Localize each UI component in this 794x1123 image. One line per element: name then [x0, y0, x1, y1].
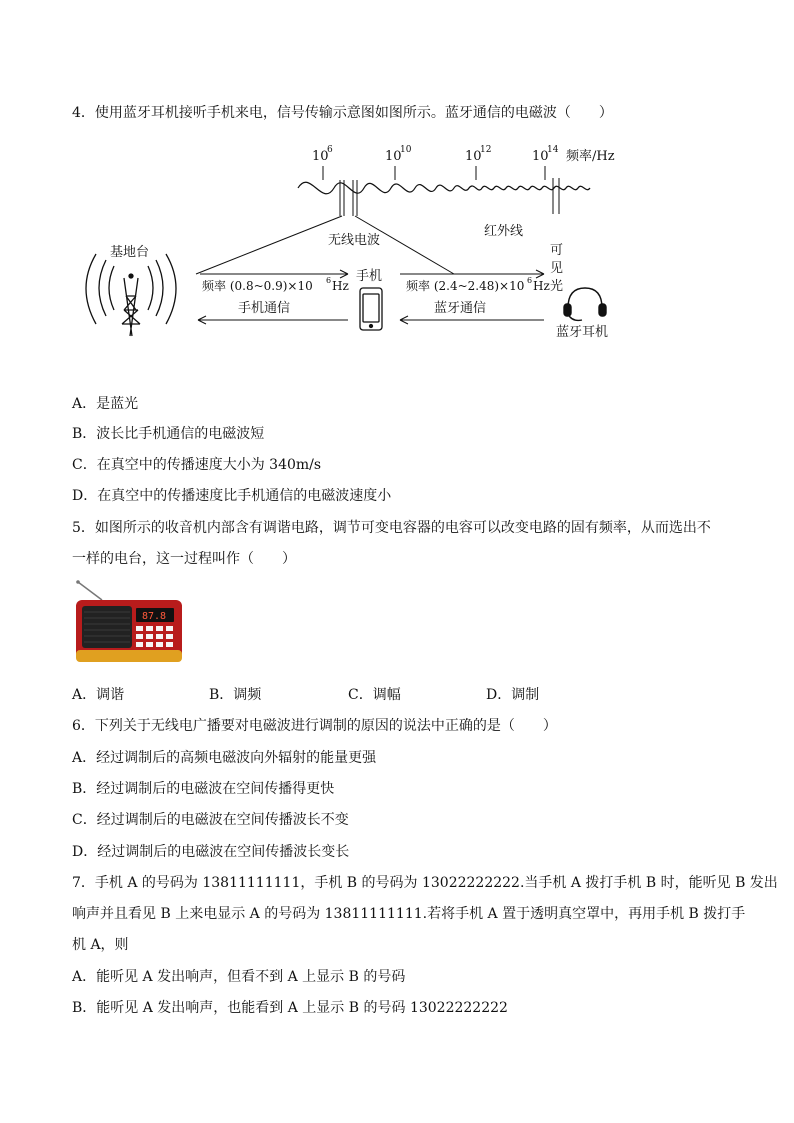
q4-option-b: B．波长比手机通信的电磁波短 [72, 426, 265, 442]
freq-label-4: 10 [532, 149, 549, 164]
freq-exp-3: 12 [480, 145, 492, 155]
left-freq-exp: 6 [326, 276, 332, 285]
radio-base-stripe [76, 650, 182, 662]
right-freq-label: 频率 (2.4~2.48)×10 [406, 279, 525, 293]
q5-option-d: D．调制 [486, 687, 540, 703]
q5-stem-line2: 一样的电台，这一过程叫作（ ） [72, 551, 296, 567]
radio-bracket-left [196, 216, 342, 274]
headset-icon [564, 288, 606, 320]
q5-option-a: A．调谐 [72, 687, 125, 703]
q6-option-d: D．经过调制后的电磁波在空间传播波长变长 [72, 844, 350, 860]
antenna [78, 582, 102, 600]
radio-image [74, 580, 184, 666]
display-readout: 87.8 [142, 611, 167, 622]
freq-label-1: 10 [312, 149, 329, 164]
headset-label: 蓝牙耳机 [556, 325, 609, 340]
phone-icon [360, 288, 382, 330]
visible-label-3: 光 [550, 279, 564, 294]
q6-stem: 6．下列关于无线电广播要对电磁波进行调制的原因的说法中正确的是（ ） [72, 718, 557, 734]
q5-option-b: B．调频 [209, 687, 262, 703]
freq-unit-label: 频率/Hz [566, 149, 615, 164]
spectrum-wave [298, 182, 590, 194]
right-freq-unit: Hz [533, 279, 550, 293]
q4-option-a: A．是蓝光 [72, 396, 139, 412]
q7-stem-line1: 7．手机 A 的号码为 13811111111，手机 B 的号码为 13022222222.当手机 A 拨打手机 B 时，能听见 B 发出 [72, 875, 778, 891]
right-freq-exp: 6 [527, 276, 533, 285]
q4-option-d: D．在真空中的传播速度比手机通信的电磁波速度小 [72, 488, 392, 504]
signal-transmission-diagram [70, 138, 630, 348]
radio-wave-label: 无线电波 [328, 233, 381, 248]
phone-label: 手机 [356, 269, 383, 284]
base-station-icon [86, 254, 176, 336]
freq-exp-1: 6 [327, 145, 333, 155]
q7-stem-line2: 响声并且看见 B 上来电显示 A 的号码为 13811111111.若将手机 A 置于透明真空罩中，再用手机 B 拨打手 [72, 906, 746, 922]
q4-stem: 4．使用蓝牙耳机接听手机来电，信号传输示意图如图所示。蓝牙通信的电磁波（ ） [72, 105, 613, 121]
freq-label-2: 10 [385, 149, 402, 164]
q6-option-a: A．经过调制后的高频电磁波向外辐射的能量更强 [72, 750, 377, 766]
visible-label-2: 见 [550, 261, 564, 276]
q7-option-b: B．能听见 A 发出响声，也能看到 A 上显示 B 的号码 13022222222 [72, 1000, 508, 1016]
q5-option-c: C．调幅 [348, 687, 401, 703]
phone-comm-label: 手机通信 [238, 301, 291, 316]
q5-stem-line1: 5．如图所示的收音机内部含有调谐电路，调节可变电容器的电容可以改变电路的固有频率，从而选出不 [72, 520, 711, 536]
freq-label-3: 10 [465, 149, 482, 164]
q4-option-c: C．在真空中的传播速度大小为 340m/s [72, 457, 322, 473]
q7-stem-line3: 机 A，则 [72, 937, 129, 953]
left-freq-unit: Hz [332, 279, 349, 293]
q6-option-b: B．经过调制后的电磁波在空间传播得更快 [72, 781, 335, 797]
base-station-label: 基地台 [110, 245, 150, 260]
q7-option-a: A．能听见 A 发出响声，但看不到 A 上显示 B 的号码 [72, 969, 406, 985]
q6-option-c: C．经过调制后的电磁波在空间传播波长不变 [72, 812, 349, 828]
freq-exp-4: 14 [547, 145, 559, 155]
visible-label-1: 可 [550, 243, 564, 258]
left-freq-label: 频率 (0.8~0.9)×10 [202, 279, 313, 293]
freq-exp-2: 10 [400, 145, 412, 155]
infrared-label: 红外线 [484, 224, 524, 239]
bluetooth-comm-label: 蓝牙通信 [434, 301, 487, 316]
